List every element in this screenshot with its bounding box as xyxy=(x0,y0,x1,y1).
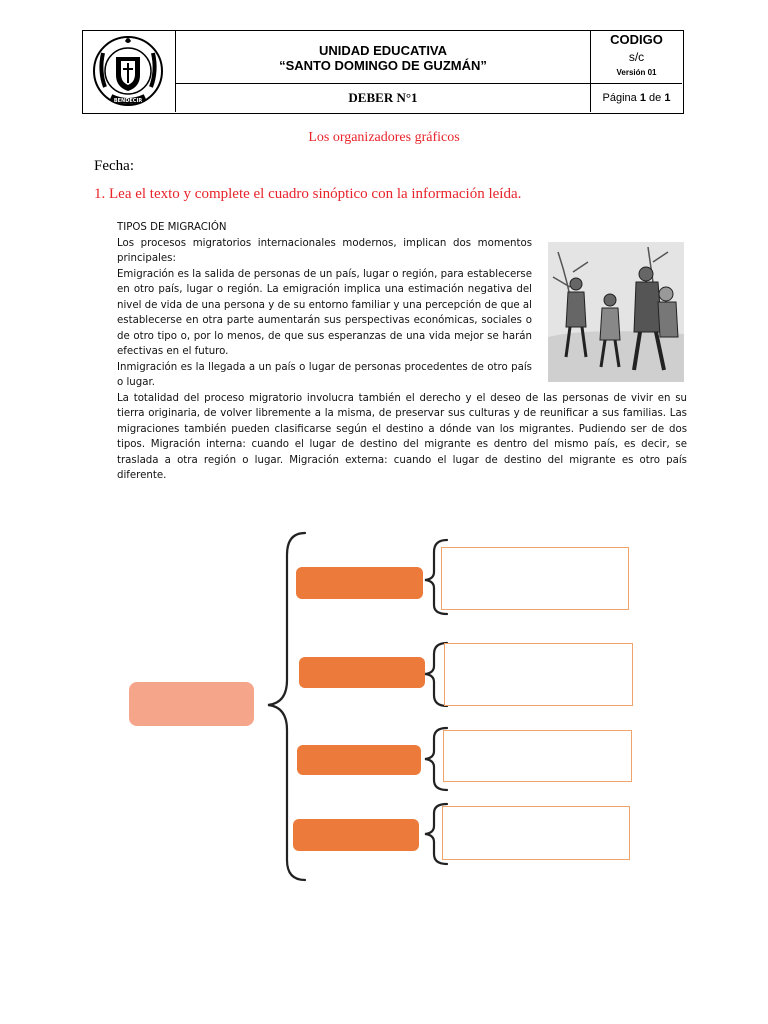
page-prefix: Página xyxy=(602,92,640,104)
migrants-illustration xyxy=(548,242,684,382)
passage-totalidad: La totalidad del proceso migratorio involucra también el derecho y el deseo de las personas de vivir en su tierra originaria, de volver libremente a la misma, de preservar sus culturas y de reunificar a sus familias. Las migraciones también pueden clasificarse según el destino a dónde van los migrantes. Pudiendo ser de dos tipos. Migración interna: cuando el lugar de destino del migrante es dentro del mismo país, es decir, se traslada a otra región o lugar. Migración externa: cuando el lugar de destino del migrante es otro país diferente. xyxy=(117,392,687,481)
passage-intro: Los procesos migratorios internacionales modernos, implican dos momentos principales: xyxy=(117,237,532,264)
codigo-value: s/c xyxy=(628,50,645,64)
answer-box-1[interactable] xyxy=(441,547,629,610)
page-sep: de xyxy=(645,92,665,104)
category-box-1[interactable] xyxy=(296,567,423,599)
category-box-4[interactable] xyxy=(293,819,419,851)
code-cell xyxy=(591,31,682,84)
question-1: 1. Lea el texto y complete el cuadro sinóptico con la información leída. xyxy=(94,186,522,202)
school-seal-icon xyxy=(83,31,173,111)
school-name-line2: “SANTO DOMINGO DE GUZMÁN” xyxy=(279,58,487,73)
passage-emigracion: Emigración es la salida de personas de un país, lugar o región, para establecerse en otro país, lugar o región. La emigración implica una estimación negativa del nivel de vida de una persona y de su entorno familiar y una percepción de que al establecerse en otra parte aumentarán sus perspectivas económicas, sociales o de otro tipo o, por lo menos, de que sus esperanzas de una vida mejor se harán efectivas en el futuro. xyxy=(117,268,532,357)
category-box-3[interactable] xyxy=(297,745,421,775)
deber-title: DEBER N°1 xyxy=(176,84,591,112)
page-subtitle: Los organizadores gráficos xyxy=(308,130,460,145)
school-name-cell xyxy=(176,31,591,84)
migrants-walking-icon xyxy=(548,242,684,382)
document-header xyxy=(82,30,684,114)
fecha-label: Fecha: xyxy=(94,158,134,174)
codigo-label: CODIGO xyxy=(610,32,663,47)
version-label: Versión 01 xyxy=(616,68,657,77)
answer-box-2[interactable] xyxy=(444,643,633,706)
school-logo-cell xyxy=(83,31,176,112)
answer-box-4[interactable] xyxy=(442,806,630,860)
school-name-line1: UNIDAD EDUCATIVA xyxy=(318,43,448,58)
passage-inmigracion: Inmigración es la llegada a un país o lugar de personas procedentes de otro país o lugar. xyxy=(117,361,532,388)
page-current: 1 xyxy=(639,92,646,104)
answer-box-3[interactable] xyxy=(443,730,632,782)
page-number xyxy=(591,84,682,112)
svg-text:BENDECIR: BENDECIR xyxy=(113,98,143,104)
category-box-2[interactable] xyxy=(299,657,425,688)
page-total: 1 xyxy=(664,92,671,104)
main-concept-box[interactable] xyxy=(129,682,254,726)
passage-title: TIPOS DE MIGRACIÓN xyxy=(117,222,227,233)
